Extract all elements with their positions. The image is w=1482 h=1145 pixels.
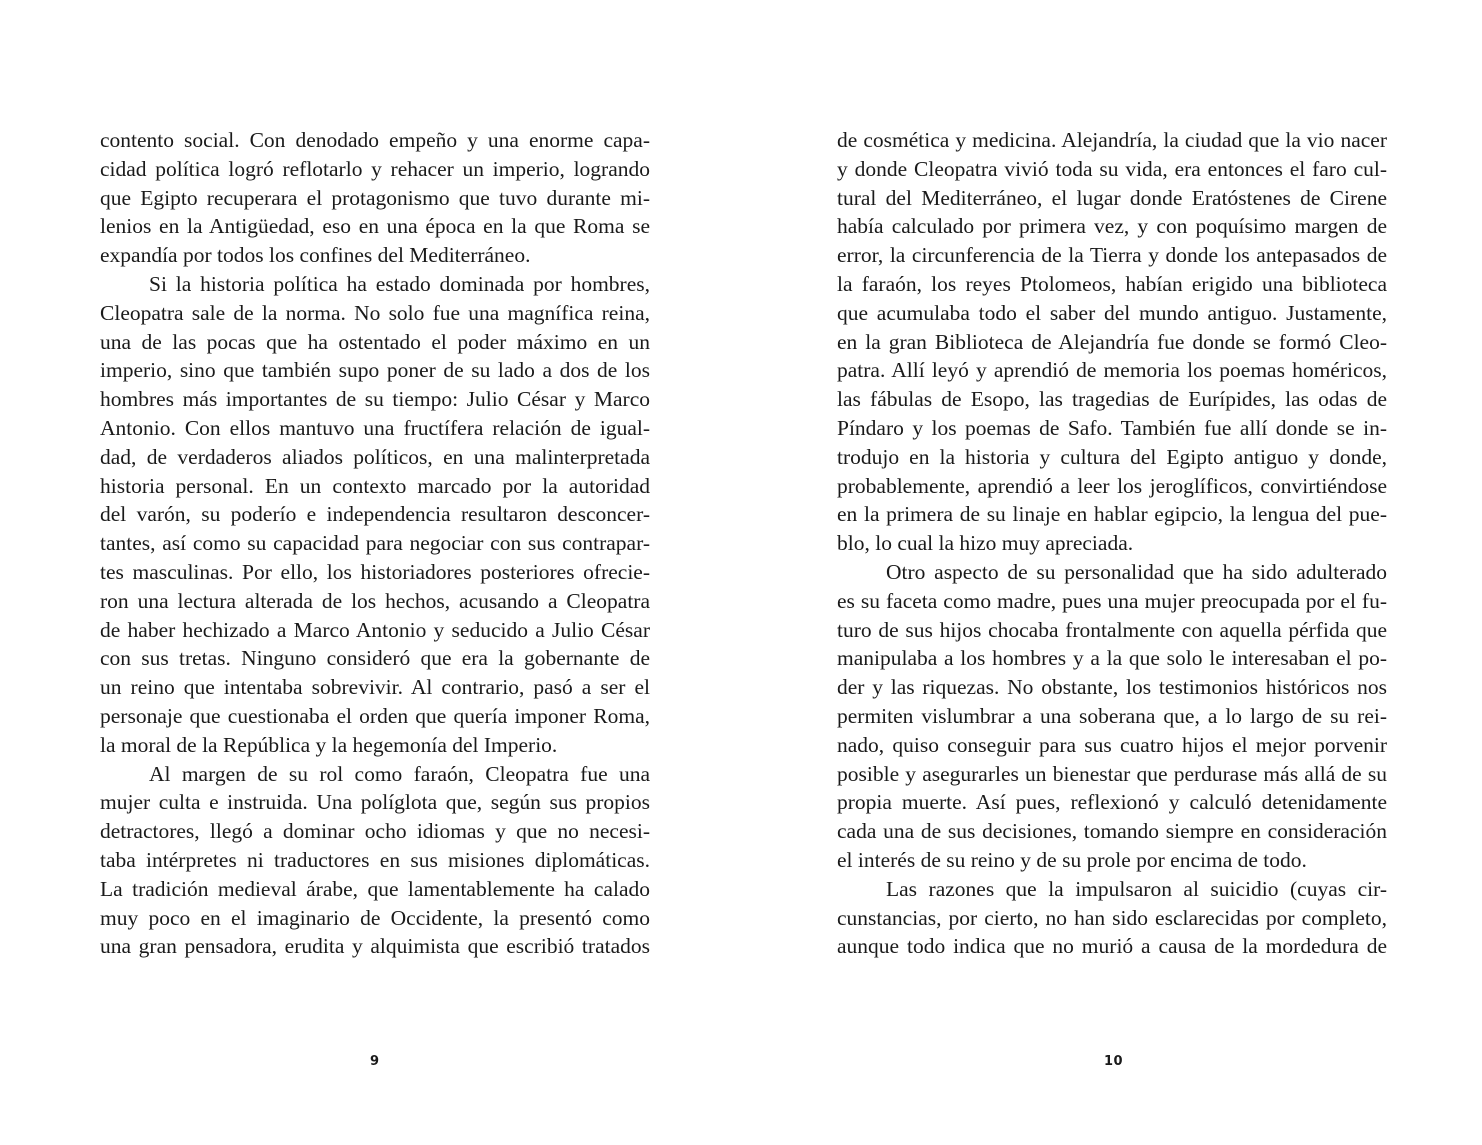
text-line: turo de sus hijos chocaba frontalmente con aquella pérfida que bbox=[837, 617, 1387, 642]
text-line: del varón, su poderío e independencia resultaron desconcer- bbox=[100, 502, 650, 527]
text-line: blo, lo cual la hizo muy apreciada. bbox=[837, 531, 1134, 556]
text-line: dad, de verdaderos aliados políticos, en una malinterpretada bbox=[100, 444, 650, 469]
text-line: de cosmética y medicina. Alejandría, la ciudad que la vio nacer bbox=[837, 128, 1387, 152]
text-line: Píndaro y los poemas de Safo. También fue allí donde se in- bbox=[837, 415, 1387, 440]
text-line: un reino que intentaba sobrevivir. Al contrario, pasó a ser el bbox=[100, 675, 650, 700]
text-line: permiten vislumbrar a una soberana que, a lo largo de su rei- bbox=[837, 703, 1387, 728]
text-line: Antonio. Con ellos mantuvo una fructífera relación de igual- bbox=[100, 415, 650, 440]
text-line: una gran pensadora, erudita y alquimista que escribió tratados bbox=[100, 934, 650, 959]
text-line: que acumulaba todo el saber del mundo antiguo. Justamente, bbox=[837, 300, 1387, 325]
text-line: había calculado por primera vez, y con poquísimo margen de bbox=[837, 214, 1387, 239]
text-line: muy poco en el imaginario de Occidente, la presentó como bbox=[100, 905, 650, 930]
text-line: que Egipto recuperara el protagonismo que tuvo durante mi- bbox=[100, 185, 650, 210]
text-line: taba intérpretes ni traductores en sus misiones diplomáticas. bbox=[100, 847, 650, 872]
text-line: error, la circunferencia de la Tierra y donde los antepasados de bbox=[837, 243, 1387, 268]
text-line: patra. Allí leyó y aprendió de memoria los poemas homéricos, bbox=[837, 358, 1387, 383]
text-line: es su faceta como madre, pues una mujer preocupada por el fu- bbox=[837, 588, 1387, 613]
text-line: hombres más importantes de su tiempo: Julio César y Marco bbox=[100, 387, 650, 412]
text-line: expandía por todos los confines del Mediterráneo. bbox=[100, 243, 531, 268]
text-line: en la gran Biblioteca de Alejandría fue donde se formó Cleo- bbox=[837, 329, 1387, 354]
text-line: la faraón, los reyes Ptolomeos, habían erigido una biblioteca bbox=[837, 271, 1387, 296]
right-page bbox=[741, 0, 1482, 1145]
text-line: cada una de sus decisiones, tomando siempre en consideración bbox=[837, 819, 1387, 844]
text-line: contento social. Con denodado empeño y una enorme capa- bbox=[100, 128, 650, 152]
text-line: personaje que cuestionaba el orden que quería imponer Roma, bbox=[100, 703, 650, 728]
text-line: nado, quiso conseguir para sus cuatro hijos el mejor porvenir bbox=[837, 732, 1387, 757]
left-page-text bbox=[100, 126, 650, 961]
text-line: der y las riquezas. No obstante, los testimonios históricos nos bbox=[837, 675, 1387, 700]
text-line: probablemente, aprendió a leer los jeroglíficos, convirtiéndose bbox=[837, 473, 1387, 498]
text-line: lenios en la Antigüedad, eso en una época en la que Roma se bbox=[100, 214, 650, 239]
paragraph-first-line: Si la historia política ha estado dominada por hombres, bbox=[149, 271, 650, 296]
text-line: posible y asegurarles un bienestar que perdurase más allá de su bbox=[837, 761, 1387, 786]
text-line: de haber hechizado a Marco Antonio y seducido a Julio César bbox=[100, 617, 650, 642]
text-line: trodujo en la historia y cultura del Egipto antiguo y donde, bbox=[837, 444, 1387, 469]
page-number: 10 bbox=[1104, 1054, 1124, 1069]
text-line: cunstancias, por cierto, no han sido esclarecidas por completo, bbox=[837, 905, 1387, 930]
text-line: propia muerte. Así pues, reflexionó y calculó detenidamente bbox=[837, 790, 1387, 815]
text-line: Cleopatra sale de la norma. No solo fue una magnífica reina, bbox=[100, 300, 650, 325]
text-line: imperio, sino que también supo poner de su lado a dos de los bbox=[100, 358, 650, 383]
text-line: con sus tretas. Ninguno consideró que era la gobernante de bbox=[100, 646, 650, 671]
text-line: cidad política logró reflotarlo y rehacer un imperio, logrando bbox=[100, 156, 650, 181]
right-page-text bbox=[837, 126, 1387, 961]
text-line: La tradición medieval árabe, que lamentablemente ha calado bbox=[100, 876, 650, 901]
page-number: 9 bbox=[370, 1054, 380, 1069]
text-line: historia personal. En un contexto marcado por la autoridad bbox=[100, 473, 650, 498]
paragraph-first-line: Al margen de su rol como faraón, Cleopatra fue una bbox=[149, 761, 650, 786]
text-line: detractores, llegó a dominar ocho idiomas y que no necesi- bbox=[100, 819, 650, 844]
paragraph-first-line: Las razones que la impulsaron al suicidio (cuyas cir- bbox=[886, 876, 1387, 901]
text-line: la moral de la República y la hegemonía del Imperio. bbox=[100, 732, 558, 757]
paragraph-first-line: Otro aspecto de su personalidad que ha sido adulterado bbox=[886, 559, 1387, 584]
text-line: el interés de su reino y de su prole por encima de todo. bbox=[837, 847, 1307, 872]
text-line: tural del Mediterráneo, el lugar donde Eratóstenes de Cirene bbox=[837, 185, 1387, 210]
text-line: manipulaba a los hombres y a la que solo le interesaban el po- bbox=[837, 646, 1387, 671]
text-line: una de las pocas que ha ostentado el poder máximo en un bbox=[100, 329, 650, 354]
text-line: mujer culta e instruida. Una políglota que, según sus propios bbox=[100, 790, 650, 815]
text-line: en la primera de su linaje en hablar egipcio, la lengua del pue- bbox=[837, 502, 1387, 527]
text-line: tantes, así como su capacidad para negociar con sus contrapar- bbox=[100, 531, 650, 556]
text-line: ron una lectura alterada de los hechos, acusando a Cleopatra bbox=[100, 588, 650, 613]
text-line: tes masculinas. Por ello, los historiadores posteriores ofrecie- bbox=[100, 559, 650, 584]
text-line: y donde Cleopatra vivió toda su vida, era entonces el faro cul- bbox=[837, 156, 1387, 181]
text-line: las fábulas de Esopo, las tragedias de Eurípides, las odas de bbox=[837, 387, 1387, 412]
text-line: aunque todo indica que no murió a causa de la mordedura de bbox=[837, 934, 1387, 959]
